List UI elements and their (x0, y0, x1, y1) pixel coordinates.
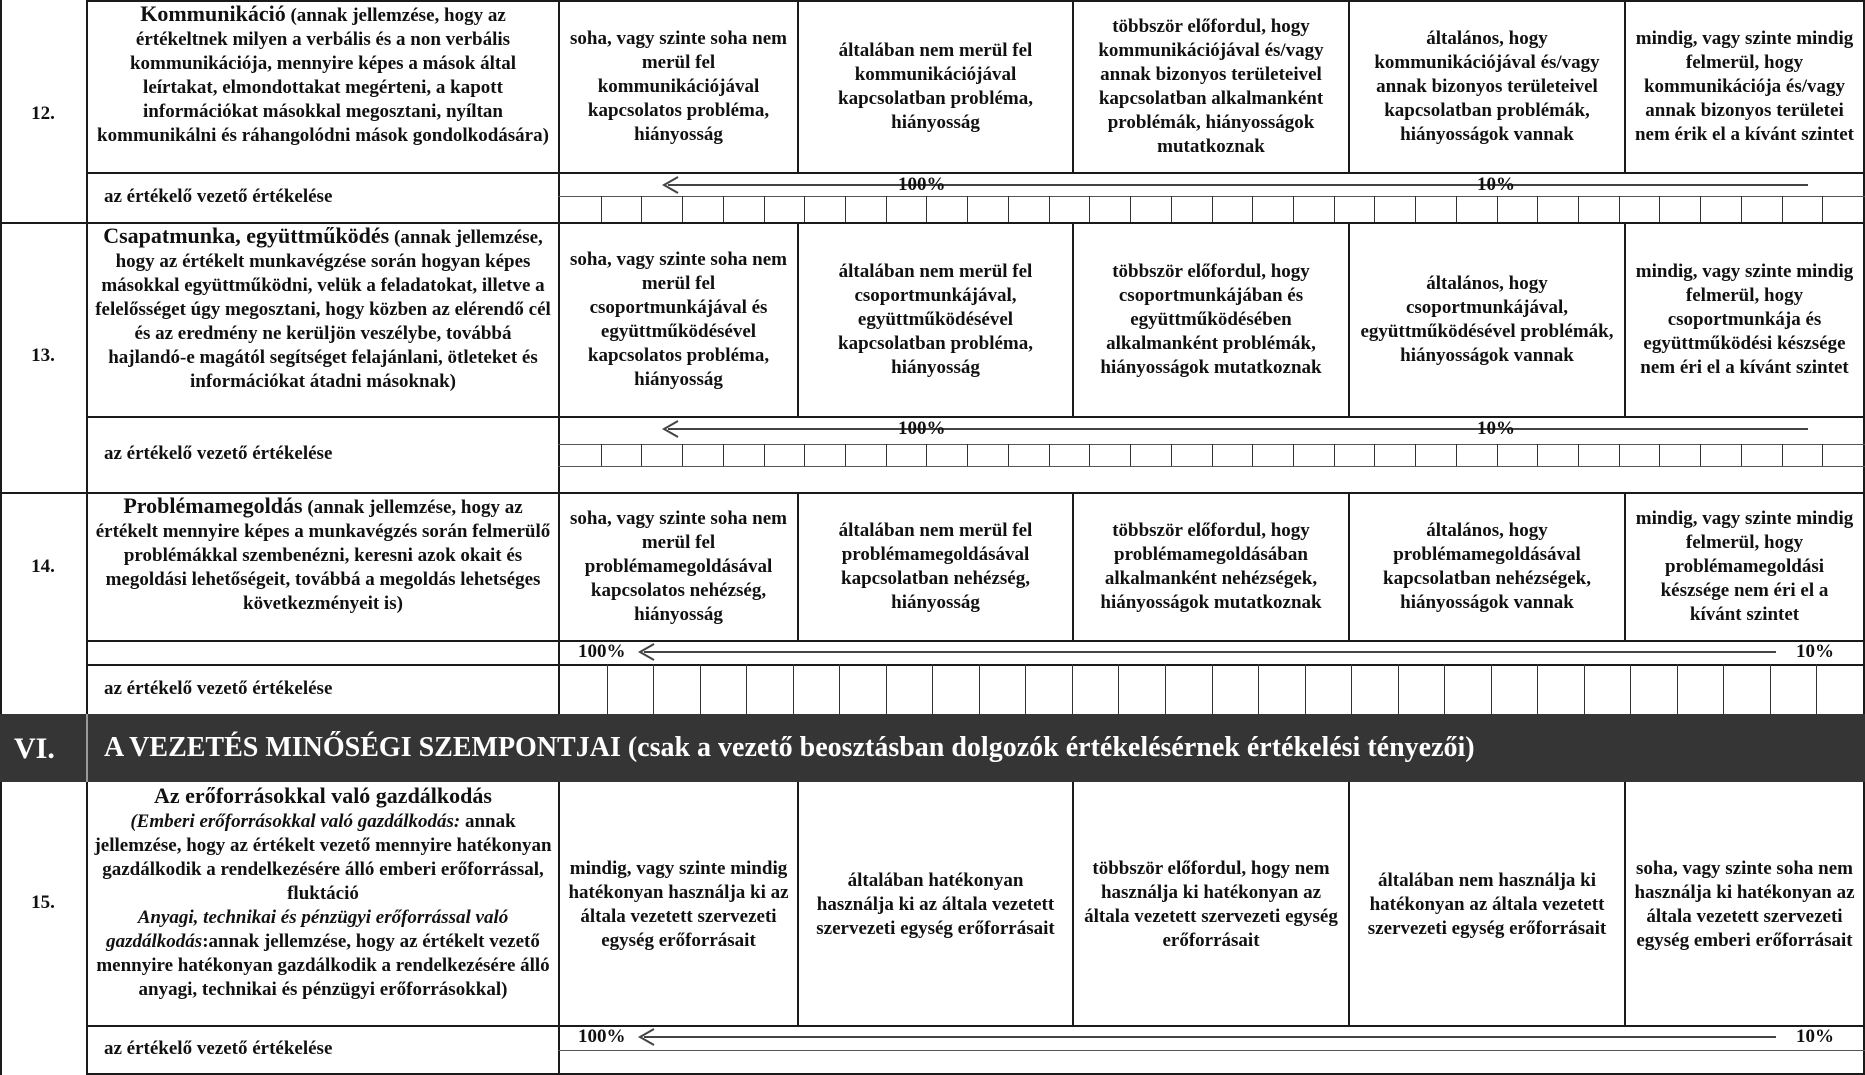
rating-box-divider (1334, 444, 1335, 466)
rating-box-divider (926, 444, 927, 466)
level-cell: többször előfordul, hogy problémamegoldásában alkalmanként nehézségek, hiányosságok mutatkoznak (1100, 520, 1322, 613)
rating-box-divider (1741, 444, 1742, 466)
rating-box-divider (1659, 196, 1660, 222)
rating-box-divider (1497, 196, 1498, 222)
rating-box-divider (1374, 196, 1375, 222)
section-divider (86, 714, 88, 782)
rating-box-divider (1089, 444, 1090, 466)
criterion-title: Az erőforrásokkal való gazdálkodás (154, 783, 492, 808)
rating-box-divider (1212, 196, 1213, 222)
rating-box-divider (967, 196, 968, 222)
rating-box-divider (1782, 196, 1783, 222)
rating-box-divider (1165, 664, 1166, 714)
rating-box-divider (764, 196, 765, 222)
criterion-description (88, 224, 558, 394)
rating-box-divider (682, 444, 683, 466)
rating-box-divider (1008, 196, 1009, 222)
rating-box-divider (1822, 444, 1823, 466)
rating-label: az értékelő vezető értékelése (104, 186, 333, 207)
rating-boxes-13[interactable] (560, 444, 1863, 466)
level-cell: mindig, vagy szinte mindig felmerül, hogy problémamegoldási készsége nem éri el a kívánt szintet (1635, 508, 1854, 625)
criterion-title: Csapatmunka, együttműködés (103, 223, 390, 248)
rating-box-divider (1456, 444, 1457, 466)
criterion-number: 15. (31, 892, 55, 913)
level-cell: soha, vagy szinte soha nem merül fel kommunikációjával kapcsolatos probléma, hiányosság (570, 28, 787, 145)
level-cell: általános, hogy problémamegoldásával kapcsolatban nehézségek, hiányosságok vannak (1383, 520, 1591, 613)
rating-box-divider (979, 664, 980, 714)
rating-box-divider (1130, 444, 1131, 466)
rating-box-divider (1415, 444, 1416, 466)
level-cell: soha, vagy szinte soha nem merül fel csoportmunkájával és együttműködésével kapcsolatos probléma, hiányosság (570, 249, 787, 390)
rating-box-divider (641, 444, 642, 466)
scale-low: 10% (1477, 174, 1515, 195)
rating-box-divider (1252, 196, 1253, 222)
rating-box-divider (1118, 664, 1119, 714)
rating-box-divider (804, 196, 805, 222)
rating-box-divider (1089, 196, 1090, 222)
rating-box-divider (1700, 444, 1701, 466)
level-cell: soha, vagy szinte soha nem használja ki hatékonyan az általa vezetett szervezeti egység emberi erőforrásait (1634, 857, 1855, 951)
criterion-detail: :annak jellemzése, hogy az értékelt vezető mennyire hatékonyan gazdálkodik a rendelkezésére álló anyagi, technikai és pénzügyi erőforrásokkal) (96, 931, 550, 1000)
rating-box-divider (1816, 664, 1817, 714)
rating-box-divider (886, 664, 887, 714)
rating-box-divider (1171, 444, 1172, 466)
level-cell: általában nem merül fel csoportmunkájával, együttműködésével kapcsolatban probléma, hiányosság (838, 261, 1033, 378)
rating-box-divider (1130, 196, 1131, 222)
rating-box-divider (793, 664, 794, 714)
rating-box-divider (1677, 664, 1678, 714)
rating-box-divider (1171, 196, 1172, 222)
level-cell: általános, hogy csoportmunkájával, együttműködésével problémák, hiányosságok vannak (1360, 273, 1614, 366)
scale-arrow (636, 1028, 1778, 1046)
rating-box-divider (1700, 196, 1701, 222)
level-cell: mindig, vagy szinte mindig felmerül, hogy kommunikációja és/vagy annak bizonyos területei nem érik el a kívánt szintet (1634, 28, 1854, 145)
criterion-description (88, 784, 558, 1002)
rating-box-divider (1491, 664, 1492, 714)
rating-box-divider (1305, 664, 1306, 714)
grid-line (0, 782, 2, 1075)
rating-box-divider (1025, 664, 1026, 714)
rating-box-divider (764, 444, 765, 466)
criterion-description (88, 2, 558, 148)
rating-box-divider (932, 664, 933, 714)
rating-box-divider (1497, 444, 1498, 466)
scale-arrow (660, 176, 1810, 194)
rating-box-divider (601, 444, 602, 466)
scale-low: 10% (1796, 1026, 1834, 1047)
level-cell: általában nem merül fel problémamegoldásával kapcsolatban nehézség, hiányosság (838, 520, 1033, 613)
level-cell: többször előfordul, hogy kommunikációjával és/vagy annak bizonyos területeivel kapcsolatban alkalmanként problémák, hiányosságok mutatkoznak (1098, 16, 1324, 157)
rating-box-divider (1334, 196, 1335, 222)
level-cell: soha, vagy szinte soha nem merül fel problémamegoldásával kapcsolatos nehézség, hiányosság (570, 508, 787, 625)
criterion-title: Problémamegoldás (123, 493, 303, 518)
scale-high: 100% (898, 418, 946, 439)
rating-box-divider (700, 664, 701, 714)
rating-box-divider (1619, 444, 1620, 466)
rating-label: az értékelő vezető értékelése (104, 678, 333, 699)
level-cell: általában nem merül fel kommunikációjával kapcsolatban probléma, hiányosság (838, 40, 1033, 133)
rating-boxes-14[interactable] (560, 664, 1863, 714)
scale-arrow (636, 643, 1778, 661)
level-cell: általában nem használja ki hatékonyan az általa vezetett szervezeti egység erőforrásait (1367, 869, 1607, 939)
level-cell: általában hatékonyan használja ki az általa vezetett szervezeti egység erőforrásait (816, 869, 1055, 939)
criterion-title: Kommunikáció (140, 1, 286, 26)
criterion-detail-italic: Anyagi, technikai és pénzügyi erőforrással való gazdálkodás (106, 907, 509, 952)
rating-box-divider (1049, 196, 1050, 222)
criterion-number: 12. (31, 103, 55, 124)
level-cell: többször előfordul, hogy nem használja ki hatékonyan az általa vezetett szervezeti egység erőforrásait (1084, 857, 1338, 951)
rating-box-divider (1374, 444, 1375, 466)
rating-box-divider (1782, 444, 1783, 466)
rating-box-divider (1770, 664, 1771, 714)
rating-box-divider (1293, 444, 1294, 466)
rating-box-divider (1619, 196, 1620, 222)
rating-box-divider (845, 444, 846, 466)
level-cell: általános, hogy kommunikációjával és/vagy annak bizonyos területeivel kapcsolatban problémák, hiányosságok vannak (1374, 28, 1600, 145)
rating-box-divider (1630, 664, 1631, 714)
criterion-detail: (annak jellemzése, hogy az értékelt mennyire képes a munkavégzés során felmerülő problémákkal szembenézni, keresni azok okait és megoldási lehetőségeit, továbbá a megoldás lehetséges következményeit is) (95, 497, 551, 614)
rating-box-divider (1072, 664, 1073, 714)
rating-box-divider (1398, 664, 1399, 714)
criterion-number: 13. (31, 345, 55, 366)
rating-box-divider (1293, 196, 1294, 222)
rating-box-divider (723, 444, 724, 466)
criterion-detail: annak jellemzése, hogy az értékelt vezető mennyire hatékonyan gazdálkodik a rendelkezésére álló emberi erőforrással, fluktáció (94, 811, 552, 904)
rating-box-divider (1741, 196, 1742, 222)
criterion-detail: (annak jellemzése, hogy az értékeltnek milyen a verbális és a non verbális kommunikációja, mennyire képes a mások által leírtakat, elmondottakat megérteni, a kapott információkat másokkal megosztani, nyíltan kommunikálni és ráhangolódni mások gondolkodására) (97, 5, 549, 146)
rating-box-divider (1723, 664, 1724, 714)
rating-box-divider (804, 444, 805, 466)
rating-box-divider (1578, 444, 1579, 466)
rating-box-divider (1212, 664, 1213, 714)
rating-box-divider (1049, 444, 1050, 466)
rating-boxes-12[interactable] (560, 196, 1863, 222)
rating-box-divider (1351, 664, 1352, 714)
grid-line (86, 1025, 1865, 1027)
rating-label: az értékelő vezető értékelése (104, 443, 333, 464)
rating-box-divider (1258, 664, 1259, 714)
criterion-detail: (annak jellemzése, hogy az értékelt munkavégzése során hogyan képes másokkal együttműködni, velük a feladatokat, illetve a felelősséget úgy megosztani, hogy közben az elérendő cél és az eredmény ne kerüljön veszélybe, továbbá hajlandó-e magától segítséget felajánlani, ötleteket és információkat átadni másoknak) (95, 227, 551, 392)
rating-box-divider (1415, 196, 1416, 222)
rating-label: az értékelő vezető értékelése (104, 1038, 333, 1059)
rating-box-divider (1584, 664, 1585, 714)
rating-box-divider (886, 444, 887, 466)
section-number: VI. (14, 732, 55, 765)
rating-box-divider (1822, 196, 1823, 222)
grid-line (86, 172, 1865, 174)
criterion-description (88, 494, 558, 616)
level-cell: többször előfordul, hogy csoportmunkájában és együttműködésében alkalmanként problémák, hiányosságok mutatkoznak (1100, 261, 1322, 378)
scale-high: 100% (578, 641, 626, 662)
rating-box-divider (1456, 196, 1457, 222)
rating-box-divider (1212, 444, 1213, 466)
scale-low: 10% (1477, 418, 1515, 439)
grid-line (86, 416, 1865, 418)
rating-box-divider (1537, 664, 1538, 714)
rating-box-divider (1252, 444, 1253, 466)
scale-high: 100% (578, 1026, 626, 1047)
criterion-number: 14. (31, 556, 55, 577)
rating-box-divider (601, 196, 602, 222)
rating-box-divider (1008, 444, 1009, 466)
scale-high: 100% (898, 174, 946, 195)
scale-low: 10% (1796, 641, 1834, 662)
level-cell: mindig, vagy szinte mindig hatékonyan használja ki az általa vezetett szervezeti egység erőforrásait (568, 857, 789, 951)
section-title: A VEZETÉS MINŐSÉGI SZEMPONTJAI (csak a vezető beosztásban dolgozók értékelésérnek értékelési tényezői) (104, 732, 1475, 763)
rating-box-divider (1537, 196, 1538, 222)
rating-box-divider (845, 196, 846, 222)
rating-box-divider (1444, 664, 1445, 714)
rating-box-divider (746, 664, 747, 714)
rating-box-divider (607, 664, 608, 714)
grid-line (558, 466, 1865, 467)
rating-box-divider (641, 196, 642, 222)
rating-box-divider (886, 196, 887, 222)
scale-arrow (660, 420, 1810, 438)
rating-box-divider (926, 196, 927, 222)
grid-line (558, 1050, 1865, 1051)
grid-line (86, 640, 1865, 642)
rating-box-divider (653, 664, 654, 714)
rating-box-divider (967, 444, 968, 466)
rating-box-divider (839, 664, 840, 714)
rating-box-divider (723, 196, 724, 222)
criterion-detail-italic: (Emberi erőforrásokkal való gazdálkodás: (130, 811, 461, 832)
rating-box-divider (1537, 444, 1538, 466)
level-cell: mindig, vagy szinte mindig felmerül, hogy csoportmunkája és együttműködési készsége nem éri el a kívánt szintet (1635, 261, 1854, 378)
rating-box-divider (1578, 196, 1579, 222)
rating-box-divider (1659, 444, 1660, 466)
rating-box-divider (682, 196, 683, 222)
